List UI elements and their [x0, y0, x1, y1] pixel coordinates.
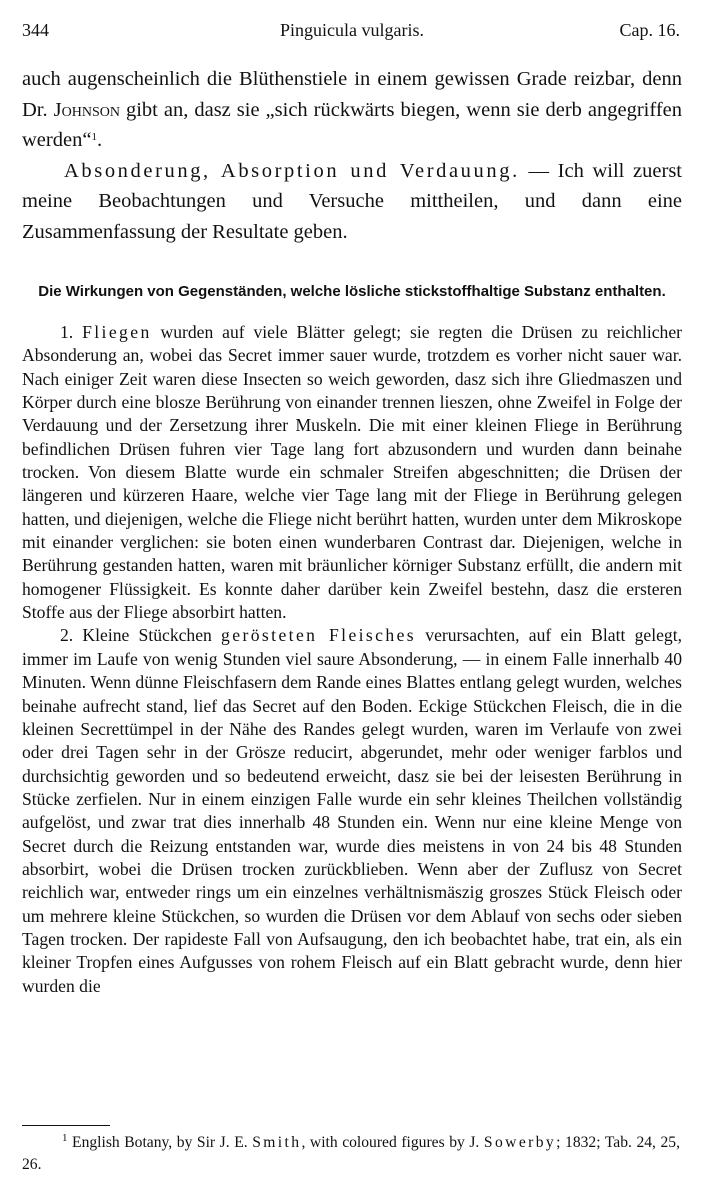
text-run: ; 1832; Tab. 24, 25, 26.	[22, 1134, 680, 1173]
paragraph-roasted-meat	[22, 624, 682, 998]
footnote-mark: 1	[62, 1132, 68, 1144]
emphasized-term: gerösteten Fleisches	[221, 625, 417, 646]
text-run: .	[96, 129, 103, 151]
paragraph-number: 1.	[60, 322, 83, 342]
paragraph-flies	[22, 321, 682, 624]
text-run: English Botany, by Sir J. E.	[67, 1134, 253, 1151]
text-run: gibt an, dasz sie „sich rückwärts biegen, wenn sie derb angegriffen werden“	[22, 98, 683, 151]
text-run: verursachten, auf ein Blatt gelegt, immer im Laufe von wenig Stunden viel saure Absonderung, — in einem Falle innerhalb 40 Minuten. Wenn dünne Fleischfasern dem Rande eines Blattes entlang gelegt wurden, welches beinahe aufrecht stand, lief das Secret auf den Boden. Eckige Stückchen Fleisch, die in die kleinen Secrettümpel in der Nähe des Randes gelegt wurden, waren im Verlaufe von zwei oder drei Tagen sehr in der Grösze reducirt, abgerundet, mehr oder weniger farblos und durchsichtig geworden und so bedeutend erweicht, dasz sie bei der leisesten Berührung in Stücke zerfielen. Nur in einem einzigen Falle wurde ein sehr kleines Theilchen vollständig aufgelöst, und zwar trat dies innerhalb 48 Stunden ein. Wenn nur eine kleine Menge von Secret durch die Reizung entstanden war, wurde dies meistens in von 24 bis 48 Stunden absorbirt, wobei die Drüsen trocken zurückblieben. Wenn aber der Zuflusz von Secret reichlich war, entweder rings um ein einzelnes verhältnismäszig groszes Stück Fleisch oder um mehrere kleine Stückchen, so wurden die Drüsen vor dem Ablauf von sechs oder sieben Tagen trocken. Der rapideste Fall von Aufsaugung, den ich beobachtet habe, trat ein, als ein kleiner Tropfen eines Aufgusses von rohem Fleisch auf ein Blatt gebracht wurde, denn hier wurden die	[22, 625, 682, 996]
text-run: — Ich will zuerst meine Beobachtungen und Versuche mittheilen, und dann eine Zusammenfassung der Resultate geben.	[22, 159, 682, 243]
intro-paragraph	[22, 64, 682, 156]
running-title: Pinguicula vulgaris.	[280, 20, 424, 40]
intro-text	[22, 64, 682, 247]
spaced-name: Smith	[252, 1134, 302, 1151]
topic-title: Absonderung, Absorption und Verdauung.	[64, 159, 520, 182]
paragraph-number: 2. Kleine Stückchen	[60, 625, 222, 646]
footnote-reference[interactable]: 1	[91, 131, 97, 143]
chapter-label: Cap. 16.	[619, 20, 680, 40]
spaced-name: Sowerby	[483, 1134, 557, 1151]
footnote-text	[22, 1132, 680, 1176]
text-run: , with coloured figures by J.	[301, 1134, 484, 1151]
section-heading: Die Wirkungen von Gegenständen, welche lösliche stickstoffhaltige Substanz enthalten.	[38, 283, 666, 300]
text-run: wurden auf viele Blätter gelegt; sie regten die Drüsen zu reichlicher Absonderung an, wobei das Secret immer sauer wurde, trotzdem es vorher nicht sauer war. Nach einiger Zeit waren diese Insecten so weich geworden, dasz sich ihre Gliedmaszen und Körper durch eine blosze Berührung von einander trennen lieszen, ohne Zweifel in Folge der Verdauung und der Zersetzung ihrer Muskeln. Die mit einer kleinen Fliege in Berührung befindlichen Drüsen fuhren vier Tage lang fort abzusondern und wurden dann beinahe trocken. Von diesem Blatte wurde ein schmaler Streifen abgeschnitten; die Drüsen der längeren und kürzeren Haare, welche vier Tage lang mit der Fliege in Berührung gelegen hatten, und diejenigen, welche die Fliege nicht berührt hatten, wurden unter dem Mikroskope mit einander verglichen: sie boten einen wunderbaren Contrast dar. Diejenigen, welche in Berührung gestanden hatten, waren mit bräunlicher körniger Substanz erfüllt, die andern mit homogener Flüssigkeit. Es konnte daher darüber kein Zweifel bestehn, dasz die ersteren Stoffe aus der Fliege absorbirt hatten.	[22, 322, 683, 623]
running-header	[22, 18, 682, 48]
text-run: auch augenscheinlich die Blüthenstiele in einem gewissen Grade reizbar, denn Dr.	[22, 68, 682, 121]
footnote-divider	[22, 1125, 110, 1126]
page-number: 344	[22, 20, 49, 40]
topic-paragraph	[22, 156, 682, 248]
footnote	[22, 1132, 680, 1176]
section-body	[22, 321, 682, 998]
emphasized-term: Fliegen	[82, 322, 152, 342]
author-name: Johnson	[53, 98, 120, 121]
book-page	[22, 18, 682, 998]
